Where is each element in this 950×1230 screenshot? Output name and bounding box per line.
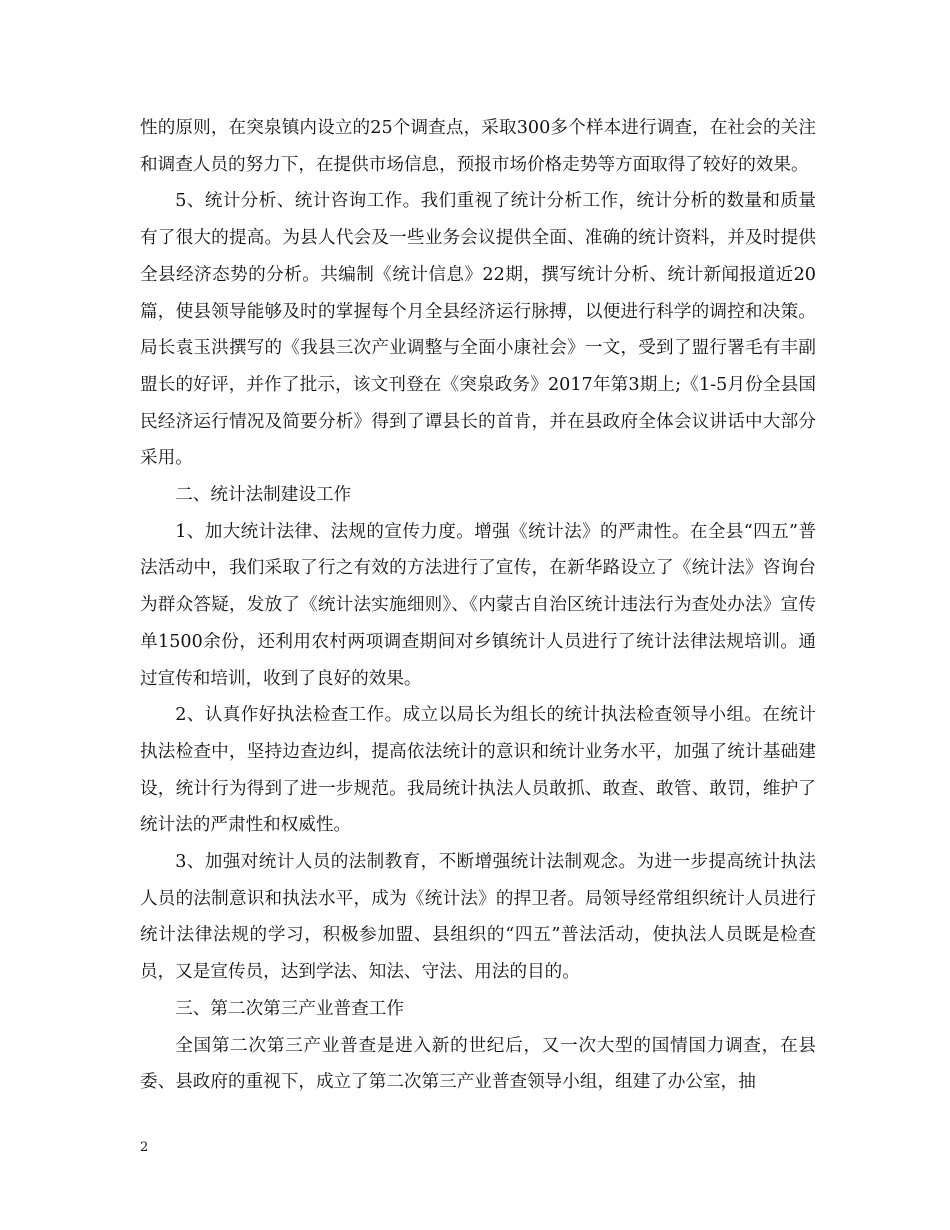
section-heading-census: 三、第二次第三产业普查工作: [175, 998, 404, 1019]
page-number: 2: [140, 1140, 149, 1155]
paragraph-law-publicity: 1、加大统计法律、法规的宣传力度。增强《统计法》的严肃性。在全县“四五”普法活动中，我们采取了行之有效的方法进行了宣传，在新华路设立了《统计法》咨询台为群众答疑，发放了《统计法实施细则》、《内蒙古自治区统计违法行为查处办法》宣传单1500余份，还利用农村两项调查期间对乡镇统计人员进行了统计法律法规培训。通过宣传和培训，收到了良好的效果。: [140, 521, 816, 689]
section-heading-legal-construction: 二、统计法制建设工作: [175, 485, 352, 506]
paragraph-legal-education: 3、加强对统计人员的法制教育，不断增强统计法制观念。为进一步提高统计执法人员的法制意识和执法水平，成为《统计法》的捍卫者。局领导经常组织统计人员进行统计法律法规的学习，积极参加盟、县组织的“四五”普法活动，使执法人员既是检查员，又是宣传员，达到学法、知法、守法、用法的目的。: [140, 852, 816, 983]
paragraph-census: 全国第二次第三产业普查是进入新的世纪后，又一次大型的国情国力调查，在县委、县政府的重视下，成立了第二次第三产业普查领导小组，组建了办公室，抽: [140, 1035, 816, 1093]
paragraph-law-enforcement: 2、认真作好执法检查工作。成立以局长为组长的统计执法检查领导小组。在统计执法检查中，坚持边查边纠，提高依法统计的意识和统计业务水平，加强了统计基础建设，统计行为得到了进一步规范。我局统计执法人员敢抓、敢查、敢管、敢罚，维护了统计法的严肃性和权威性。: [140, 705, 816, 836]
paragraph-statistical-analysis: 5、统计分析、统计咨询工作。我们重视了统计分析工作，统计分析的数量和质量有了很大的提高。为县人代会及一些业务会议提供全面、准确的统计资料，并及时提供全县经济态势的分析。共编制《统计信息》22期，撰写统计分析、统计新闻报道近20篇，使县领导能够及时的掌握每个月全县经济运行脉搏，以便进行科学的调控和决策。局长袁玉洪撰写的《我县三次产业调整与全面小康社会》一文，受到了盟行署毛有丰副盟长的好评，并作了批示，该文刊登在《突泉政务》2017年第3期上;《1-5月份全县国民经济运行情况及简要分析》得到了谭县长的首肯，并在县政府全体会议讲话中大部分采用。: [140, 191, 816, 469]
paragraph-continuation: 性的原则，在突泉镇内设立的25个调查点，采取300多个样本进行调查，在社会的关注和调查人员的努力下，在提供市场信息，预报市场价格走势等方面取得了较好的效果。: [140, 118, 816, 175]
document-body: [140, 110, 816, 1101]
